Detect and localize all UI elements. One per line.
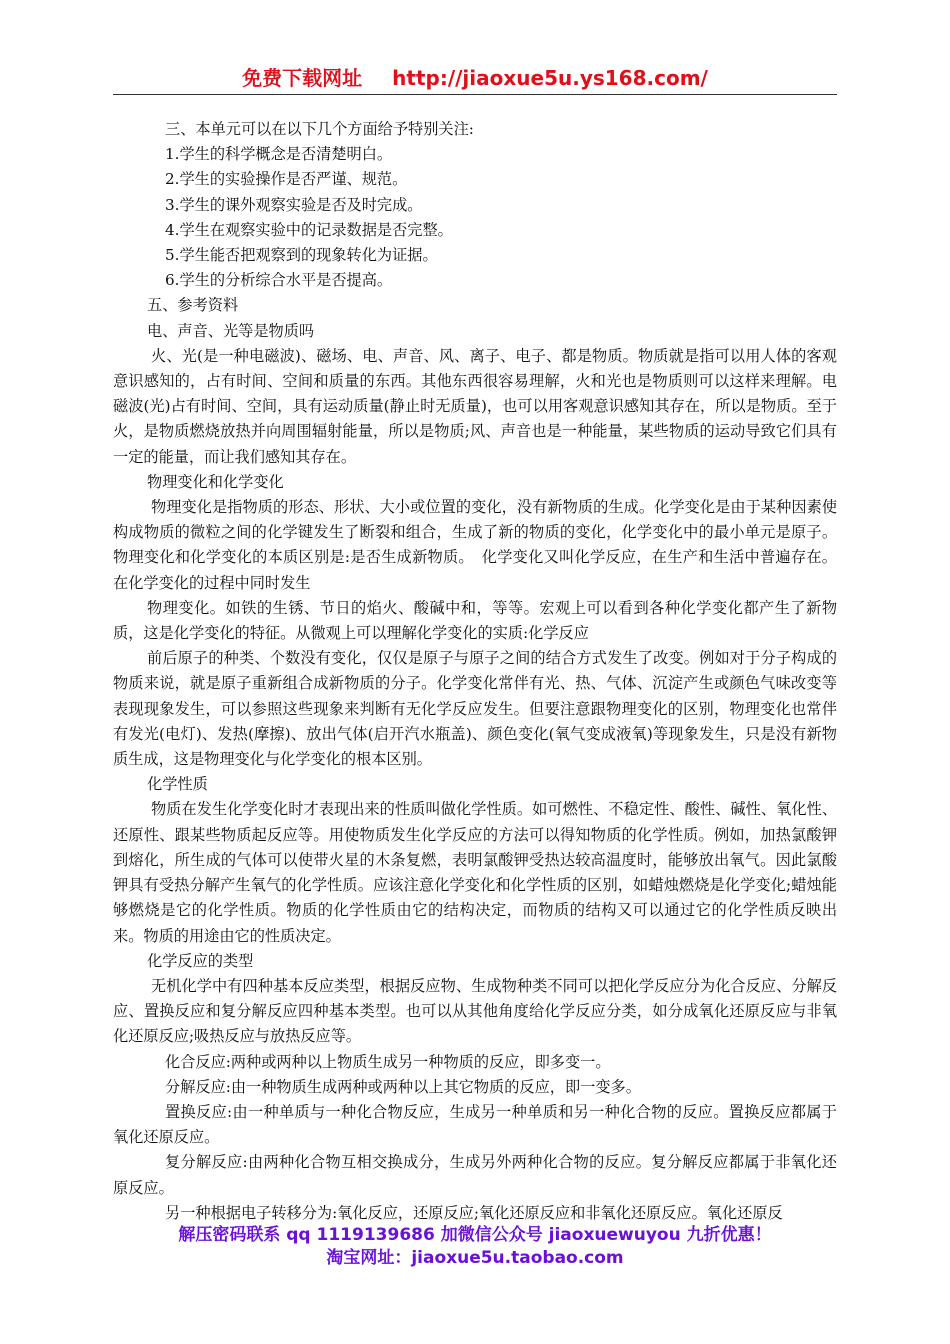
paragraph: 物理变化。如铁的生锈、节日的焰火、酸碱中和，等等。宏观上可以看到各种化学变化都产生了新物质，这是化学变化的特征。从微观上可以理解化学变化的实质:化学反应 <box>113 598 837 643</box>
paragraph: 化合反应:两种或两种以上物质生成另一种物质的反应，即多变一。 <box>165 1052 611 1071</box>
paragraph: 化学反应的类型 <box>147 951 254 970</box>
footer-shop-link[interactable]: 淘宝网址：jiaoxue5u.taobao.com <box>326 1248 624 1268</box>
header-url-link[interactable]: http://jiaoxue5u.ys168.com/ <box>392 66 708 90</box>
paragraph: 物理变化是指物质的形态、形状、大小或位置的变化，没有新物质的生成。化学变化是由于某种因素使构成物质的微粒之间的化学键发生了断裂和组合，生成了新的物质的变化，化学变化中的最小单元是原子。物理变化和化学变化的本质区别是:是否生成新物质。 化学变化又叫化学反应，在生产和生活中普遍存在。在化学变化的过程中同时发生 <box>113 498 837 592</box>
footer-contact-line: 解压密码联系 qq 1119139686 加微信公众号 jiaoxuewuyou 九折优惠！ <box>178 1225 772 1245</box>
paragraph: 电、声音、光等是物质吗 <box>147 321 315 340</box>
paragraph: 五、参考资料 <box>147 296 239 315</box>
paragraph: 化学性质 <box>147 775 208 794</box>
paragraph: 1.学生的科学概念是否清楚明白。 <box>165 145 393 164</box>
paragraph: 物理变化和化学变化 <box>147 472 284 491</box>
header-title: 免费下载网址 <box>242 66 363 90</box>
paragraph: 火、光(是一种电磁波)、磁场、电、声音、风、离子、电子、都是物质。物质就是指可以用人体的客观意识感知的，占有时间、空间和质量的东西。其他东西很容易理解，火和光也是物质则可以这样来理解。电磁波(光)占有时间、空间，具有运动质量(静止时无质量)，也可以用客观意识感知其存在，所以是物质。至于火，是物质燃烧放热并向周围辐射能量，所以是物质;风、声音也是一种能量，某些物质的运动导致它们具有一定的能量，而让我们感知其存在。 <box>113 346 837 466</box>
document-body <box>113 117 837 1226</box>
paragraph: 前后原子的种类、个数没有变化，仅仅是原子与原子之间的结合方式发生了改变。例如对于分子构成的物质来说，就是原子重新组合成新物质的分子。化学变化常伴有光、热、气体、沉淀产生或颜色气味改变等表现现象发生，可以参照这些现象来判断有无化学反应发生。但要注意跟物理变化的区别，物理变化也常伴有发光(电灯)、发热(摩擦)、放出气体(启开汽水瓶盖)、颜色变化(氧气变成液氧)等现象发生，只是没有新物质生成，这是物理变化与化学变化的根本区别。 <box>113 649 837 769</box>
paragraph: 另一种根据电子转移分为:氧化反应，还原反应;氧化还原反应和非氧化还原反应。氧化还原反 <box>165 1203 783 1222</box>
paragraph: 2.学生的实验操作是否严谨、规范。 <box>165 170 408 189</box>
paragraph: 置换反应:由一种单质与一种化合物反应，生成另一种单质和另一种化合物的反应。置换反应都属于氧化还原反应。 <box>113 1102 837 1147</box>
paragraph: 6.学生的分析综合水平是否提高。 <box>165 271 393 290</box>
paragraph: 3.学生的课外观察实验是否及时完成。 <box>165 195 423 214</box>
paragraph: 物质在发生化学变化时才表现出来的性质叫做化学性质。如可燃性、不稳定性、酸性、碱性、氧化性、还原性、跟某些物质起反应等。用使物质发生化学反应的方法可以得知物质的化学性质。例如，加热氯酸钾到熔化，所生成的气体可以使带火星的木条复燃，表明氯酸钾受热达较高温度时，能够放出氧气。因此氯酸钾具有受热分解产生氧气的化学性质。应该注意化学变化和化学性质的区别，如蜡烛燃烧是化学变化;蜡烛能够燃烧是它的化学性质。物质的化学性质由它的结构决定，而物质的结构又可以通过它的化学性质反映出来。物质的用途由它的性质决定。 <box>113 800 837 945</box>
paragraph: 无机化学中有四种基本反应类型，根据反应物、生成物种类不同可以把化学反应分为化合反应、分解反应、置换反应和复分解反应四种基本类型。也可以从其他角度给化学反应分类，如分成氧化还原反应与非氧化还原反应;吸热反应与放热反应等。 <box>113 976 837 1046</box>
page-header <box>113 62 837 91</box>
header-divider <box>113 94 837 95</box>
paragraph: 三、本单元可以在以下几个方面给予特别关注: <box>165 120 474 138</box>
paragraph: 分解反应:由一种物质生成两种或两种以上其它物质的反应，即一变多。 <box>165 1077 641 1096</box>
paragraph: 4.学生在观察实验中的记录数据是否完整。 <box>165 220 453 239</box>
paragraph: 复分解反应:由两种化合物互相交换成分，生成另外两种化合物的反应。复分解反应都属于非氧化还原反应。 <box>113 1153 837 1197</box>
paragraph: 5.学生能否把观察到的现象转化为证据。 <box>165 246 438 265</box>
